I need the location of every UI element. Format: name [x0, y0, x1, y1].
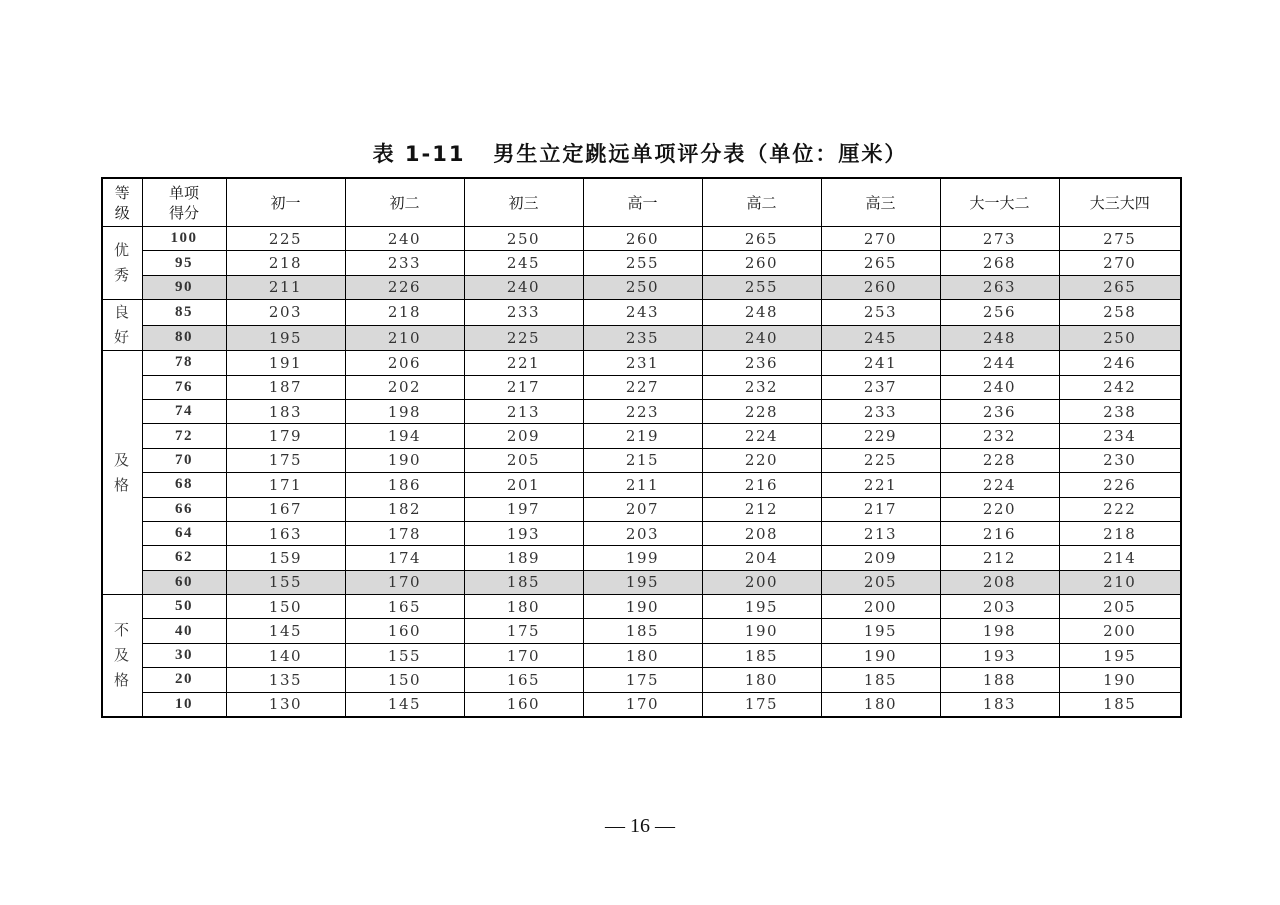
table-row — [102, 595, 1181, 619]
value-cell: 220 — [702, 448, 821, 472]
value-cell: 219 — [583, 424, 702, 448]
value-cell: 150 — [345, 668, 464, 692]
value-cell: 213 — [821, 521, 940, 545]
value-cell: 240 — [345, 227, 464, 251]
value-cell: 183 — [226, 399, 345, 423]
value-cell: 210 — [1059, 570, 1181, 594]
column-header: 初三 — [464, 178, 583, 227]
value-cell: 186 — [345, 473, 464, 497]
value-cell: 236 — [940, 399, 1059, 423]
value-cell: 180 — [583, 643, 702, 667]
value-cell: 201 — [464, 473, 583, 497]
value-cell: 208 — [940, 570, 1059, 594]
value-cell: 195 — [702, 595, 821, 619]
value-cell: 240 — [464, 275, 583, 299]
value-cell: 232 — [940, 424, 1059, 448]
value-cell: 160 — [464, 692, 583, 717]
value-cell: 195 — [821, 619, 940, 643]
grade-cell — [102, 351, 142, 595]
table-row — [102, 570, 1181, 594]
value-cell: 198 — [940, 619, 1059, 643]
table-row — [102, 473, 1181, 497]
value-cell: 188 — [940, 668, 1059, 692]
value-cell: 175 — [583, 668, 702, 692]
value-cell: 215 — [583, 448, 702, 472]
value-cell: 250 — [583, 275, 702, 299]
column-header: 初二 — [345, 178, 464, 227]
value-cell: 209 — [821, 546, 940, 570]
grade-cell — [102, 595, 142, 717]
value-cell: 210 — [345, 325, 464, 351]
score-cell: 76 — [142, 375, 226, 399]
value-cell: 229 — [821, 424, 940, 448]
value-cell: 250 — [464, 227, 583, 251]
value-cell: 233 — [821, 399, 940, 423]
value-cell: 193 — [464, 521, 583, 545]
table-row — [102, 497, 1181, 521]
value-cell: 230 — [1059, 448, 1181, 472]
score-cell: 10 — [142, 692, 226, 717]
value-cell: 237 — [821, 375, 940, 399]
value-cell: 240 — [940, 375, 1059, 399]
grade-label: 及格 — [114, 450, 131, 494]
value-cell: 193 — [940, 643, 1059, 667]
table-row — [102, 251, 1181, 275]
value-cell: 190 — [702, 619, 821, 643]
value-cell: 226 — [345, 275, 464, 299]
score-cell: 62 — [142, 546, 226, 570]
value-cell: 174 — [345, 546, 464, 570]
value-cell: 135 — [226, 668, 345, 692]
value-cell: 253 — [821, 300, 940, 326]
value-cell: 255 — [702, 275, 821, 299]
value-cell: 225 — [226, 227, 345, 251]
score-cell: 30 — [142, 643, 226, 667]
value-cell: 203 — [940, 595, 1059, 619]
value-cell: 213 — [464, 399, 583, 423]
table-row — [102, 619, 1181, 643]
value-cell: 200 — [821, 595, 940, 619]
value-cell: 221 — [464, 351, 583, 375]
value-cell: 265 — [821, 251, 940, 275]
value-cell: 234 — [1059, 424, 1181, 448]
table-title: 表 1-11 男生立定跳远单项评分表（单位：厘米） — [372, 142, 908, 166]
value-cell: 171 — [226, 473, 345, 497]
value-cell: 244 — [940, 351, 1059, 375]
value-cell: 260 — [821, 275, 940, 299]
value-cell: 245 — [821, 325, 940, 351]
score-cell: 90 — [142, 275, 226, 299]
value-cell: 216 — [940, 521, 1059, 545]
value-cell: 209 — [464, 424, 583, 448]
value-cell: 238 — [1059, 399, 1181, 423]
value-cell: 185 — [464, 570, 583, 594]
table-row — [102, 668, 1181, 692]
value-cell: 218 — [226, 251, 345, 275]
value-cell: 225 — [821, 448, 940, 472]
value-cell: 130 — [226, 692, 345, 717]
value-cell: 263 — [940, 275, 1059, 299]
value-cell: 240 — [702, 325, 821, 351]
value-cell: 185 — [583, 619, 702, 643]
header-row — [102, 178, 1181, 227]
value-cell: 258 — [1059, 300, 1181, 326]
value-cell: 222 — [1059, 497, 1181, 521]
table-row — [102, 351, 1181, 375]
value-cell: 163 — [226, 521, 345, 545]
value-cell: 145 — [226, 619, 345, 643]
grade-label: 不及格 — [114, 621, 131, 690]
grade-cell — [102, 300, 142, 351]
value-cell: 175 — [702, 692, 821, 717]
table-row — [102, 521, 1181, 545]
value-cell: 205 — [1059, 595, 1181, 619]
score-cell: 60 — [142, 570, 226, 594]
value-cell: 236 — [702, 351, 821, 375]
value-cell: 235 — [583, 325, 702, 351]
value-cell: 170 — [583, 692, 702, 717]
value-cell: 217 — [821, 497, 940, 521]
table-row — [102, 375, 1181, 399]
score-cell: 80 — [142, 325, 226, 351]
table-row — [102, 448, 1181, 472]
value-cell: 180 — [702, 668, 821, 692]
value-cell: 165 — [464, 668, 583, 692]
score-cell: 85 — [142, 300, 226, 326]
value-cell: 150 — [226, 595, 345, 619]
score-header — [142, 178, 226, 227]
column-header: 高一 — [583, 178, 702, 227]
value-cell: 231 — [583, 351, 702, 375]
value-cell: 165 — [345, 595, 464, 619]
score-table — [101, 177, 1182, 718]
column-header: 大一大二 — [940, 178, 1059, 227]
value-cell: 190 — [821, 643, 940, 667]
value-cell: 199 — [583, 546, 702, 570]
table-row — [102, 643, 1181, 667]
score-cell: 68 — [142, 473, 226, 497]
column-header: 大三大四 — [1059, 178, 1181, 227]
value-cell: 212 — [702, 497, 821, 521]
value-cell: 265 — [702, 227, 821, 251]
value-cell: 207 — [583, 497, 702, 521]
grade-label: 良好 — [114, 303, 131, 347]
value-cell: 232 — [702, 375, 821, 399]
table-row — [102, 399, 1181, 423]
value-cell: 155 — [345, 643, 464, 667]
value-cell: 224 — [702, 424, 821, 448]
value-cell: 221 — [821, 473, 940, 497]
score-cell: 20 — [142, 668, 226, 692]
value-cell: 265 — [1059, 275, 1181, 299]
value-cell: 178 — [345, 521, 464, 545]
value-cell: 190 — [583, 595, 702, 619]
score-cell: 50 — [142, 595, 226, 619]
value-cell: 211 — [226, 275, 345, 299]
value-cell: 183 — [940, 692, 1059, 717]
table-row — [102, 275, 1181, 299]
value-cell: 227 — [583, 375, 702, 399]
value-cell: 246 — [1059, 351, 1181, 375]
value-cell: 211 — [583, 473, 702, 497]
value-cell: 145 — [345, 692, 464, 717]
value-cell: 195 — [1059, 643, 1181, 667]
value-cell: 208 — [702, 521, 821, 545]
value-cell: 155 — [226, 570, 345, 594]
score-cell: 100 — [142, 227, 226, 251]
value-cell: 200 — [702, 570, 821, 594]
value-cell: 204 — [702, 546, 821, 570]
score-cell: 40 — [142, 619, 226, 643]
value-cell: 212 — [940, 546, 1059, 570]
table-row — [102, 325, 1181, 351]
value-cell: 175 — [226, 448, 345, 472]
value-cell: 218 — [345, 300, 464, 326]
value-cell: 185 — [1059, 692, 1181, 717]
value-cell: 185 — [702, 643, 821, 667]
score-cell: 72 — [142, 424, 226, 448]
value-cell: 203 — [226, 300, 345, 326]
value-cell: 182 — [345, 497, 464, 521]
value-cell: 160 — [345, 619, 464, 643]
value-cell: 179 — [226, 424, 345, 448]
value-cell: 270 — [821, 227, 940, 251]
value-cell: 206 — [345, 351, 464, 375]
value-cell: 195 — [226, 325, 345, 351]
value-cell: 273 — [940, 227, 1059, 251]
value-cell: 260 — [583, 227, 702, 251]
value-cell: 195 — [583, 570, 702, 594]
value-cell: 180 — [464, 595, 583, 619]
table-row — [102, 424, 1181, 448]
value-cell: 194 — [345, 424, 464, 448]
value-cell: 190 — [345, 448, 464, 472]
value-cell: 205 — [464, 448, 583, 472]
value-cell: 228 — [940, 448, 1059, 472]
table-row — [102, 300, 1181, 326]
score-cell: 78 — [142, 351, 226, 375]
score-header-text: 单项 得分 — [168, 183, 199, 222]
value-cell: 275 — [1059, 227, 1181, 251]
table-row — [102, 227, 1181, 251]
value-cell: 189 — [464, 546, 583, 570]
table-row — [102, 546, 1181, 570]
value-cell: 198 — [345, 399, 464, 423]
score-cell: 74 — [142, 399, 226, 423]
column-header: 初一 — [226, 178, 345, 227]
value-cell: 170 — [345, 570, 464, 594]
value-cell: 220 — [940, 497, 1059, 521]
value-cell: 202 — [345, 375, 464, 399]
value-cell: 191 — [226, 351, 345, 375]
value-cell: 250 — [1059, 325, 1181, 351]
score-cell: 64 — [142, 521, 226, 545]
value-cell: 233 — [464, 300, 583, 326]
value-cell: 242 — [1059, 375, 1181, 399]
value-cell: 248 — [702, 300, 821, 326]
value-cell: 233 — [345, 251, 464, 275]
score-cell: 70 — [142, 448, 226, 472]
grade-header — [102, 178, 142, 227]
value-cell: 187 — [226, 375, 345, 399]
value-cell: 245 — [464, 251, 583, 275]
value-cell: 223 — [583, 399, 702, 423]
value-cell: 175 — [464, 619, 583, 643]
value-cell: 205 — [821, 570, 940, 594]
value-cell: 185 — [821, 668, 940, 692]
value-cell: 260 — [702, 251, 821, 275]
value-cell: 268 — [940, 251, 1059, 275]
value-cell: 225 — [464, 325, 583, 351]
value-cell: 224 — [940, 473, 1059, 497]
value-cell: 216 — [702, 473, 821, 497]
value-cell: 217 — [464, 375, 583, 399]
table-body — [102, 227, 1181, 718]
score-cell: 95 — [142, 251, 226, 275]
value-cell: 180 — [821, 692, 940, 717]
value-cell: 190 — [1059, 668, 1181, 692]
value-cell: 203 — [583, 521, 702, 545]
value-cell: 140 — [226, 643, 345, 667]
table-row — [102, 692, 1181, 717]
grade-label: 优秀 — [114, 241, 131, 285]
value-cell: 241 — [821, 351, 940, 375]
column-header: 高二 — [702, 178, 821, 227]
grade-header-text: 等 级 — [114, 183, 130, 222]
value-cell: 214 — [1059, 546, 1181, 570]
value-cell: 226 — [1059, 473, 1181, 497]
value-cell: 218 — [1059, 521, 1181, 545]
value-cell: 200 — [1059, 619, 1181, 643]
value-cell: 197 — [464, 497, 583, 521]
value-cell: 243 — [583, 300, 702, 326]
value-cell: 228 — [702, 399, 821, 423]
value-cell: 256 — [940, 300, 1059, 326]
value-cell: 270 — [1059, 251, 1181, 275]
value-cell: 159 — [226, 546, 345, 570]
column-header: 高三 — [821, 178, 940, 227]
grade-cell — [102, 227, 142, 300]
score-cell: 66 — [142, 497, 226, 521]
page-number: — 16 — — [605, 815, 675, 837]
value-cell: 255 — [583, 251, 702, 275]
value-cell: 167 — [226, 497, 345, 521]
value-cell: 248 — [940, 325, 1059, 351]
value-cell: 170 — [464, 643, 583, 667]
